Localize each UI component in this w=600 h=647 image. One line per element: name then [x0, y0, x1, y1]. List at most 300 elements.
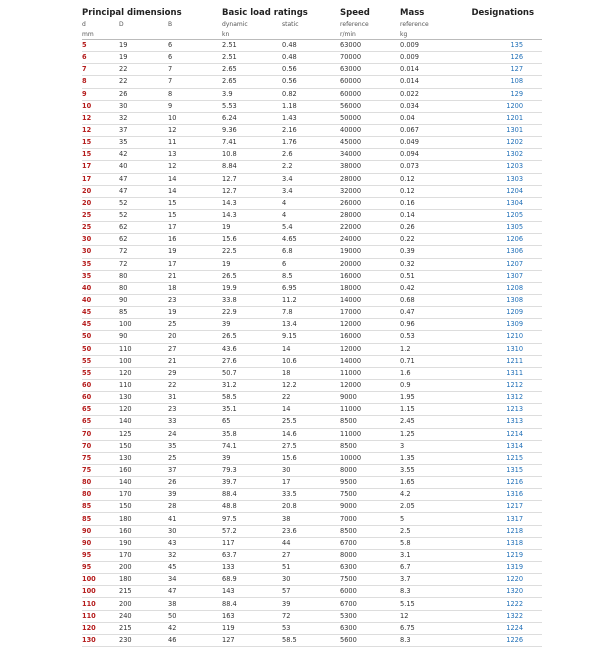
- designation-cell[interactable]: 1213: [455, 404, 542, 416]
- dynamic-load-cell: 10.8: [222, 149, 282, 161]
- subheader-cell: D: [119, 20, 124, 28]
- bore-d-cell: 25: [82, 222, 119, 234]
- static-load-cell: 6.8: [282, 246, 340, 258]
- outer-d-cell: 215: [119, 622, 168, 634]
- static-load-cell: 7.8: [282, 307, 340, 319]
- dynamic-load-cell: 7.41: [222, 137, 282, 149]
- dynamic-load-cell: 88.4: [222, 489, 282, 501]
- table-row: [82, 489, 542, 501]
- table-row: [82, 549, 542, 561]
- table-row: [82, 574, 542, 586]
- bore-d-cell: 17: [82, 173, 119, 185]
- width-b-cell: 7: [168, 64, 222, 76]
- table-row: [82, 149, 542, 161]
- bore-d-cell: 90: [82, 537, 119, 549]
- mass-cell: 6.7: [400, 562, 455, 574]
- outer-d-cell: 150: [119, 440, 168, 452]
- dynamic-load-cell: 58.5: [222, 392, 282, 404]
- designation-cell[interactable]: 127: [455, 64, 542, 76]
- width-b-cell: 11: [168, 137, 222, 149]
- speed-cell: 24000: [340, 234, 400, 246]
- outer-d-cell: 72: [119, 246, 168, 258]
- designation-cell[interactable]: 1201: [455, 112, 542, 124]
- bore-d-cell: 80: [82, 477, 119, 489]
- static-load-cell: 44: [282, 537, 340, 549]
- static-load-cell: 33.5: [282, 489, 340, 501]
- static-load-cell: 4: [282, 197, 340, 209]
- speed-cell: 34000: [340, 149, 400, 161]
- width-b-cell: 28: [168, 501, 222, 513]
- width-b-cell: 16: [168, 234, 222, 246]
- dynamic-load-cell: 8.84: [222, 161, 282, 173]
- dynamic-load-cell: 2.51: [222, 52, 282, 64]
- bore-d-cell: 65: [82, 404, 119, 416]
- static-load-cell: 13.4: [282, 319, 340, 331]
- designation-cell[interactable]: 1204: [455, 185, 542, 197]
- mass-cell: 0.014: [400, 76, 455, 88]
- outer-d-cell: 90: [119, 331, 168, 343]
- designation-cell[interactable]: 1216: [455, 477, 542, 489]
- bore-d-cell: 20: [82, 185, 119, 197]
- table-row: [82, 112, 542, 124]
- mass-cell: 0.073: [400, 161, 455, 173]
- width-b-cell: 13: [168, 149, 222, 161]
- speed-cell: 11000: [340, 428, 400, 440]
- bore-d-cell: 12: [82, 112, 119, 124]
- outer-d-cell: 215: [119, 586, 168, 598]
- designation-cell[interactable]: 1209: [455, 307, 542, 319]
- static-load-cell: 18: [282, 367, 340, 379]
- bore-d-cell: 65: [82, 416, 119, 428]
- dynamic-load-cell: 117: [222, 537, 282, 549]
- unit-cell: kn: [222, 29, 282, 40]
- designation-cell[interactable]: 1218: [455, 525, 542, 537]
- dynamic-load-cell: 48.8: [222, 501, 282, 513]
- static-load-cell: 9.15: [282, 331, 340, 343]
- designation-cell[interactable]: 1222: [455, 598, 542, 610]
- width-b-cell: 8: [168, 88, 222, 100]
- dynamic-load-cell: 79.3: [222, 464, 282, 476]
- width-b-cell: 46: [168, 634, 222, 646]
- bore-d-cell: 75: [82, 464, 119, 476]
- mass-cell: 0.16: [400, 197, 455, 209]
- outer-d-cell: 230: [119, 634, 168, 646]
- mass-cell: 3.7: [400, 574, 455, 586]
- designation-cell[interactable]: 1207: [455, 258, 542, 270]
- mass-cell: 0.32: [400, 258, 455, 270]
- dynamic-load-cell: 26.5: [222, 331, 282, 343]
- table-row: [82, 282, 542, 294]
- outer-d-cell: 130: [119, 452, 168, 464]
- width-b-cell: 7: [168, 76, 222, 88]
- mass-cell: 0.96: [400, 319, 455, 331]
- dynamic-load-cell: 9.36: [222, 124, 282, 136]
- designation-cell[interactable]: 135: [455, 40, 542, 52]
- designation-cell[interactable]: 1217: [455, 501, 542, 513]
- bore-d-cell: 8: [82, 76, 119, 88]
- unit-cell: r/min: [340, 29, 400, 40]
- table-row: [82, 185, 542, 197]
- mass-cell: 0.26: [400, 222, 455, 234]
- static-load-cell: 72: [282, 610, 340, 622]
- dynamic-load-cell: 97.5: [222, 513, 282, 525]
- bore-d-cell: 85: [82, 513, 119, 525]
- speed-cell: 16000: [340, 270, 400, 282]
- designation-cell[interactable]: 1309: [455, 319, 542, 331]
- width-b-cell: 29: [168, 367, 222, 379]
- designation-cell[interactable]: 1306: [455, 246, 542, 258]
- dynamic-load-cell: 143: [222, 586, 282, 598]
- width-b-cell: 31: [168, 392, 222, 404]
- bore-d-cell: 60: [82, 379, 119, 391]
- mass-cell: 1.35: [400, 452, 455, 464]
- width-b-cell: 34: [168, 574, 222, 586]
- static-load-cell: 23.6: [282, 525, 340, 537]
- mass-cell: 0.009: [400, 40, 455, 52]
- outer-d-cell: 37: [119, 124, 168, 136]
- mass-cell: 0.51: [400, 270, 455, 282]
- dynamic-load-cell: 22.5: [222, 246, 282, 258]
- dynamic-load-cell: 57.2: [222, 525, 282, 537]
- designations-header: Designations: [471, 7, 535, 18]
- outer-d-cell: 180: [119, 513, 168, 525]
- table-row: [82, 525, 542, 537]
- width-b-cell: 19: [168, 246, 222, 258]
- static-load-cell: 14: [282, 404, 340, 416]
- width-b-cell: 50: [168, 610, 222, 622]
- dynamic-load-cell: 65: [222, 416, 282, 428]
- mass-cell: 1.25: [400, 428, 455, 440]
- width-b-cell: 14: [168, 185, 222, 197]
- subheader-cell: reference: [400, 20, 429, 28]
- speed-cell: 9000: [340, 501, 400, 513]
- designation-cell[interactable]: 1307: [455, 270, 542, 282]
- designation-cell[interactable]: 1208: [455, 282, 542, 294]
- table-row: [82, 234, 542, 246]
- dynamic-load-cell: 27.6: [222, 355, 282, 367]
- table-row: [82, 464, 542, 476]
- designation-cell[interactable]: 1310: [455, 343, 542, 355]
- table-row: [82, 173, 542, 185]
- bore-d-cell: 75: [82, 452, 119, 464]
- table-row: [82, 440, 542, 452]
- designation-cell[interactable]: 1316: [455, 489, 542, 501]
- mass-cell: 3.1: [400, 549, 455, 561]
- width-b-cell: 38: [168, 598, 222, 610]
- outer-d-cell: 22: [119, 64, 168, 76]
- designation-cell[interactable]: 1210: [455, 331, 542, 343]
- static-load-cell: 0.48: [282, 40, 340, 52]
- speed-cell: 6700: [340, 537, 400, 549]
- subheader-cell: d: [82, 20, 86, 28]
- speed-cell: 60000: [340, 76, 400, 88]
- static-load-cell: 14: [282, 343, 340, 355]
- dynamic-load-cell: 19: [222, 258, 282, 270]
- bore-d-cell: 55: [82, 355, 119, 367]
- outer-d-cell: 19: [119, 40, 168, 52]
- bore-d-cell: 45: [82, 319, 119, 331]
- static-load-cell: 30: [282, 464, 340, 476]
- static-load-cell: 14.6: [282, 428, 340, 440]
- table-row: [82, 319, 542, 331]
- mass-cell: 0.68: [400, 294, 455, 306]
- width-b-cell: 17: [168, 258, 222, 270]
- static-load-cell: 51: [282, 562, 340, 574]
- subheader-cell: dynamic: [222, 20, 248, 28]
- table-row: [82, 622, 542, 634]
- static-load-cell: 8.5: [282, 270, 340, 282]
- designation-cell[interactable]: 1202: [455, 137, 542, 149]
- static-load-cell: 22: [282, 392, 340, 404]
- designation-cell[interactable]: 129: [455, 88, 542, 100]
- table-row: [82, 307, 542, 319]
- dynamic-load-cell: 88.4: [222, 598, 282, 610]
- dynamic-load-cell: 5.53: [222, 100, 282, 112]
- dynamic-load-cell: 2.65: [222, 76, 282, 88]
- designation-cell[interactable]: 1318: [455, 537, 542, 549]
- static-load-cell: 0.48: [282, 52, 340, 64]
- bore-d-cell: 85: [82, 501, 119, 513]
- designation-cell[interactable]: 1301: [455, 124, 542, 136]
- static-load-cell: 1.76: [282, 137, 340, 149]
- outer-d-cell: 150: [119, 501, 168, 513]
- mass-cell: 1.15: [400, 404, 455, 416]
- mass-cell: 0.14: [400, 209, 455, 221]
- mass-cell: 8.3: [400, 634, 455, 646]
- static-load-cell: 3.4: [282, 173, 340, 185]
- designation-cell[interactable]: 1319: [455, 562, 542, 574]
- width-b-cell: 23: [168, 294, 222, 306]
- mass-cell: 2.45: [400, 416, 455, 428]
- bore-d-cell: 15: [82, 149, 119, 161]
- bore-d-cell: 9: [82, 88, 119, 100]
- speed-cell: 28000: [340, 209, 400, 221]
- mass-cell: 6.75: [400, 622, 455, 634]
- static-load-cell: 5.4: [282, 222, 340, 234]
- mass-cell: 4.2: [400, 489, 455, 501]
- table-row: [82, 331, 542, 343]
- speed-cell: 70000: [340, 52, 400, 64]
- mass-cell: 0.39: [400, 246, 455, 258]
- width-b-cell: 10: [168, 112, 222, 124]
- outer-d-cell: 85: [119, 307, 168, 319]
- designation-cell[interactable]: 1308: [455, 294, 542, 306]
- table-row: [82, 40, 542, 52]
- mass-cell: 5.15: [400, 598, 455, 610]
- static-load-cell: 1.43: [282, 112, 340, 124]
- width-b-cell: 33: [168, 416, 222, 428]
- width-b-cell: 26: [168, 477, 222, 489]
- speed-cell: 6000: [340, 586, 400, 598]
- width-b-cell: 45: [168, 562, 222, 574]
- outer-d-cell: 100: [119, 319, 168, 331]
- bore-d-cell: 25: [82, 209, 119, 221]
- designation-cell[interactable]: 1317: [455, 513, 542, 525]
- designation-cell[interactable]: 1314: [455, 440, 542, 452]
- table-row: [82, 137, 542, 149]
- mass-header: Mass: [400, 7, 425, 18]
- designation-cell[interactable]: 1203: [455, 161, 542, 173]
- speed-cell: 63000: [340, 40, 400, 52]
- designation-cell[interactable]: 108: [455, 76, 542, 88]
- designation-cell[interactable]: 1305: [455, 222, 542, 234]
- designation-cell[interactable]: 1206: [455, 234, 542, 246]
- mass-cell: 5: [400, 513, 455, 525]
- table-row: [82, 562, 542, 574]
- outer-d-cell: 22: [119, 76, 168, 88]
- dynamic-load-cell: 39: [222, 452, 282, 464]
- bore-d-cell: 130: [82, 634, 119, 646]
- width-b-cell: 17: [168, 222, 222, 234]
- speed-cell: 50000: [340, 112, 400, 124]
- unit-cell: mm: [82, 29, 119, 40]
- designation-cell[interactable]: 1214: [455, 428, 542, 440]
- designation-cell[interactable]: 1219: [455, 549, 542, 561]
- outer-d-cell: 47: [119, 173, 168, 185]
- subheader-cell: reference: [340, 20, 369, 28]
- designation-cell[interactable]: 1320: [455, 586, 542, 598]
- outer-d-cell: 120: [119, 367, 168, 379]
- bore-d-cell: 20: [82, 197, 119, 209]
- bore-d-cell: 30: [82, 246, 119, 258]
- static-load-cell: 20.8: [282, 501, 340, 513]
- speed-cell: 17000: [340, 307, 400, 319]
- dynamic-load-cell: 12.7: [222, 173, 282, 185]
- designation-cell[interactable]: 1304: [455, 197, 542, 209]
- width-b-cell: 21: [168, 355, 222, 367]
- mass-cell: 0.094: [400, 149, 455, 161]
- designation-cell[interactable]: 1212: [455, 379, 542, 391]
- bearing-table: [82, 6, 542, 647]
- speed-cell: 8500: [340, 525, 400, 537]
- dynamic-load-cell: 163: [222, 610, 282, 622]
- outer-d-cell: 200: [119, 598, 168, 610]
- table-row: [82, 367, 542, 379]
- dynamic-load-cell: 26.5: [222, 270, 282, 282]
- static-load-cell: 10.6: [282, 355, 340, 367]
- bore-d-cell: 110: [82, 610, 119, 622]
- bore-d-cell: 7: [82, 64, 119, 76]
- mass-cell: 12: [400, 610, 455, 622]
- designation-cell[interactable]: 1220: [455, 574, 542, 586]
- table-row: [82, 294, 542, 306]
- units-row: [82, 29, 542, 40]
- outer-d-cell: 140: [119, 416, 168, 428]
- outer-d-cell: 62: [119, 222, 168, 234]
- bore-d-cell: 35: [82, 270, 119, 282]
- width-b-cell: 23: [168, 404, 222, 416]
- mass-cell: 3.55: [400, 464, 455, 476]
- designation-cell[interactable]: 1200: [455, 100, 542, 112]
- mass-cell: 0.22: [400, 234, 455, 246]
- bore-d-cell: 95: [82, 549, 119, 561]
- static-load-cell: 39: [282, 598, 340, 610]
- speed-cell: 8000: [340, 549, 400, 561]
- static-load-cell: 3.4: [282, 185, 340, 197]
- designation-cell[interactable]: 126: [455, 52, 542, 64]
- designation-cell[interactable]: 1303: [455, 173, 542, 185]
- speed-cell: 5600: [340, 634, 400, 646]
- mass-cell: 0.9: [400, 379, 455, 391]
- designation-cell[interactable]: 1312: [455, 392, 542, 404]
- designation-cell[interactable]: 1224: [455, 622, 542, 634]
- mass-cell: 0.049: [400, 137, 455, 149]
- width-b-cell: 12: [168, 161, 222, 173]
- designation-cell[interactable]: 1315: [455, 464, 542, 476]
- bore-d-cell: 40: [82, 294, 119, 306]
- outer-d-cell: 110: [119, 379, 168, 391]
- bore-d-cell: 95: [82, 562, 119, 574]
- subheader-cell: static: [282, 20, 299, 28]
- width-b-cell: 6: [168, 40, 222, 52]
- outer-d-cell: 160: [119, 464, 168, 476]
- designation-cell[interactable]: 1205: [455, 209, 542, 221]
- static-load-cell: 38: [282, 513, 340, 525]
- static-load-cell: 0.56: [282, 64, 340, 76]
- speed-cell: 12000: [340, 379, 400, 391]
- designation-cell[interactable]: 1302: [455, 149, 542, 161]
- bore-d-cell: 35: [82, 258, 119, 270]
- mass-cell: 0.034: [400, 100, 455, 112]
- table-row: [82, 270, 542, 282]
- designation-cell[interactable]: 1311: [455, 367, 542, 379]
- unit-cell: [455, 29, 542, 40]
- designation-cell[interactable]: 1215: [455, 452, 542, 464]
- designation-cell[interactable]: 1226: [455, 634, 542, 646]
- width-b-cell: 24: [168, 428, 222, 440]
- speed-cell: 14000: [340, 355, 400, 367]
- speed-cell: 8500: [340, 416, 400, 428]
- static-load-cell: 27: [282, 549, 340, 561]
- table-row: [82, 88, 542, 100]
- width-b-cell: 43: [168, 537, 222, 549]
- static-load-cell: 1.18: [282, 100, 340, 112]
- static-load-cell: 57: [282, 586, 340, 598]
- dynamic-load-cell: 15.6: [222, 234, 282, 246]
- table-row: [82, 634, 542, 646]
- static-load-cell: 4.65: [282, 234, 340, 246]
- outer-d-cell: 140: [119, 477, 168, 489]
- outer-d-cell: 35: [119, 137, 168, 149]
- dynamic-load-cell: 33.8: [222, 294, 282, 306]
- mass-cell: 0.067: [400, 124, 455, 136]
- speed-cell: 63000: [340, 64, 400, 76]
- designation-cell[interactable]: 1322: [455, 610, 542, 622]
- outer-d-cell: 200: [119, 562, 168, 574]
- basic-load-ratings-header: Basic load ratings: [222, 7, 308, 18]
- mass-cell: 2.05: [400, 501, 455, 513]
- width-b-cell: 20: [168, 331, 222, 343]
- static-load-cell: 0.56: [282, 76, 340, 88]
- outer-d-cell: 100: [119, 355, 168, 367]
- designation-cell[interactable]: 1313: [455, 416, 542, 428]
- width-b-cell: 15: [168, 197, 222, 209]
- outer-d-cell: 40: [119, 161, 168, 173]
- designation-cell[interactable]: 1211: [455, 355, 542, 367]
- mass-cell: 0.12: [400, 173, 455, 185]
- width-b-cell: 12: [168, 124, 222, 136]
- table-row: [82, 477, 542, 489]
- mass-cell: 1.95: [400, 392, 455, 404]
- outer-d-cell: 130: [119, 392, 168, 404]
- table-row: [82, 610, 542, 622]
- static-load-cell: 0.82: [282, 88, 340, 100]
- outer-d-cell: 170: [119, 489, 168, 501]
- width-b-cell: 18: [168, 282, 222, 294]
- outer-d-cell: 42: [119, 149, 168, 161]
- bore-d-cell: 40: [82, 282, 119, 294]
- bore-d-cell: 50: [82, 331, 119, 343]
